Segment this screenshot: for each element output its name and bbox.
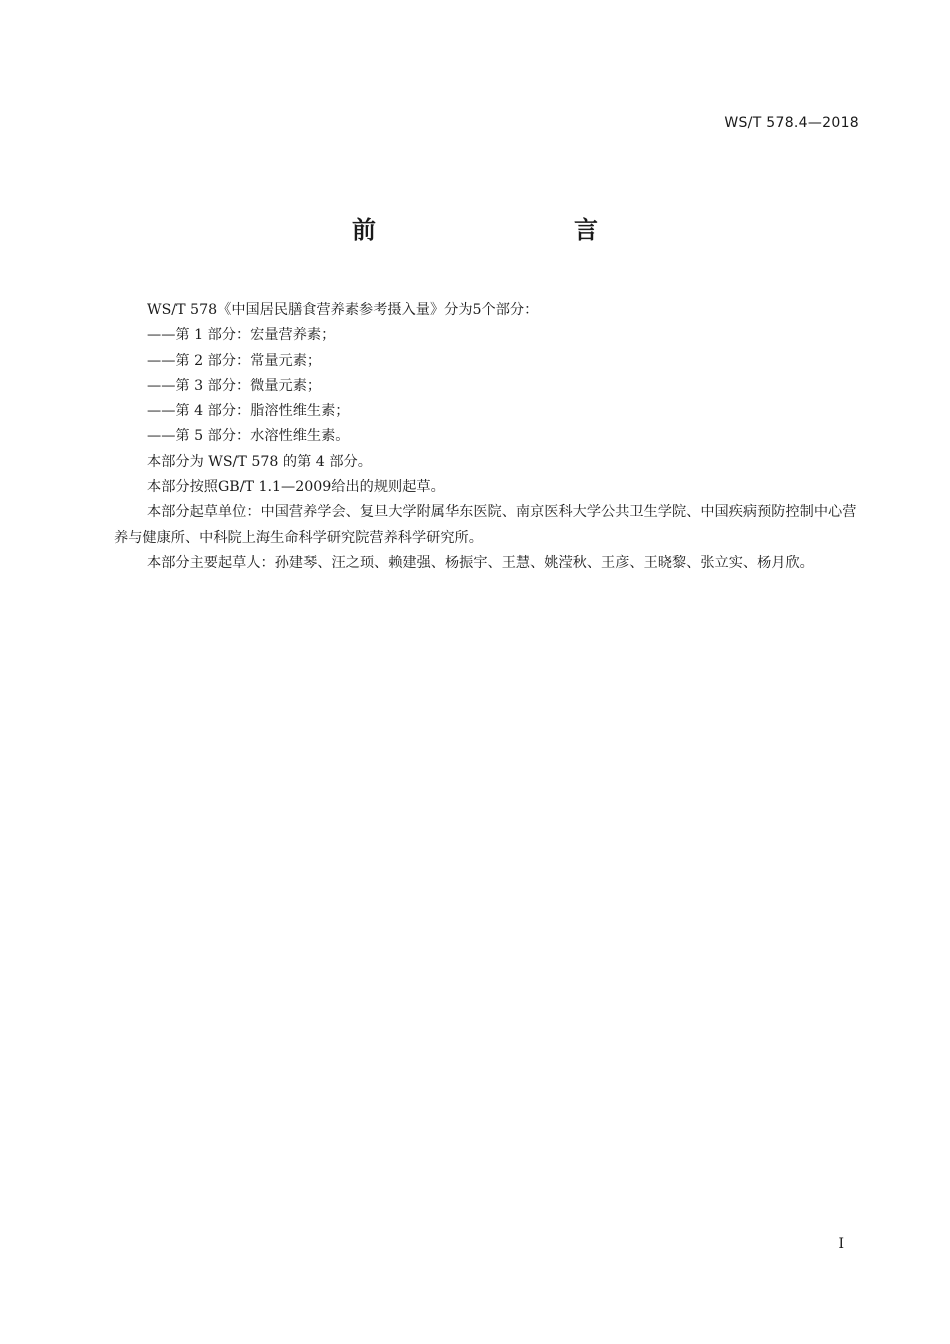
part-list-item: ——第 4 部分：脂溶性维生素； [147, 403, 350, 420]
foreword-body [114, 298, 860, 576]
part-statement: 本部分为 WS/T 578 的第 4 部分。 [147, 453, 372, 470]
page-title: 前 言 [352, 216, 648, 244]
part-list-item: ——第 3 部分：微量元素； [147, 377, 322, 394]
intro-paragraph: WS/T 578《中国居民膳食营养素参考摄入量》分为5个部分： [147, 302, 539, 318]
part-list-item: ——第 2 部分：常量元素； [147, 352, 322, 369]
drafting-rules: 本部分按照GB/T 1.1—2009给出的规则起草。 [147, 479, 445, 496]
part-list-item: ——第 1 部分：宏量营养素； [147, 327, 336, 344]
part-list-item: ——第 5 部分：水溶性维生素。 [147, 428, 350, 445]
document-code: WS/T 578.4—2018 [724, 115, 859, 131]
drafting-units: 本部分起草单位：中国营养学会、复旦大学附属华东医院、南京医科大学公共卫生学院、中国疾病预防控制中心营养与健康所、中科院上海生命科学研究院营养科学研究所。 [114, 504, 857, 546]
page-number: I [838, 1236, 844, 1252]
drafters: 本部分主要起草人：孙建琴、汪之顼、赖建强、杨振宇、王慧、姚滢秋、王彦、王晓黎、张立实、杨月欣。 [147, 554, 814, 571]
